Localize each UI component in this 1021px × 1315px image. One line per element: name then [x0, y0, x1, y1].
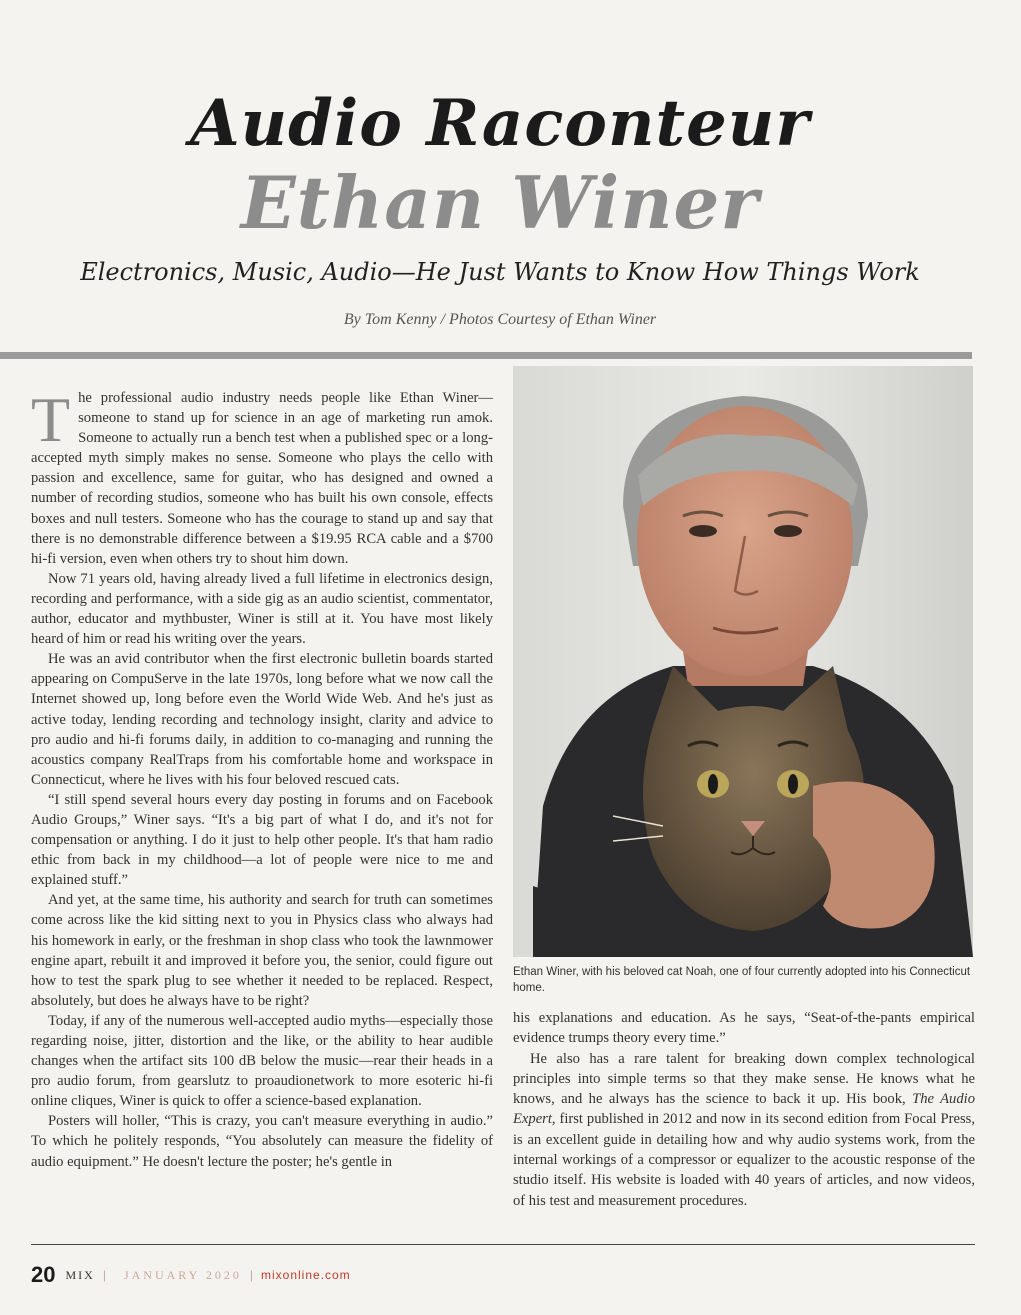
- photo-caption: Ethan Winer, with his beloved cat Noah, one of four currently adopted into his Connecticut home.: [513, 966, 971, 994]
- paragraph: [513, 1049, 975, 1211]
- header-rule: [0, 352, 972, 359]
- issue-date: JANUARY 2020: [123, 1267, 242, 1282]
- right-column: [513, 1008, 975, 1211]
- website-link[interactable]: mixonline.com: [260, 1268, 351, 1282]
- book-title: The Audio Expert,: [513, 1091, 975, 1128]
- paragraph-text: he professional audio industry needs people like Ethan Winer—someone to stand up for science in an age of marketing run amok. Someone to actually run a bench test when a published spec or a long-accepted myth simply makes no sense. Someone who plays the cello with passion and excellence, same for guitar, who has designed and owned a number of recording studios, someone who has built his own console, effects boxes and null testers. Someone who has the courage to stand up and say that there is no demonstrable difference between a $19.95 RCA cable and a $700 hi-fi version, even when others try to shout him down.: [31, 390, 493, 567]
- portrait-photo: [513, 366, 973, 957]
- paragraph: Posters will holler, “This is crazy, you can't measure everything in audio.” To which he politely responds, “You absolutely can measure the fidelity of audio equipment.” He doesn't lecture the poster; he's gentle in: [31, 1113, 493, 1170]
- left-column: [31, 384, 493, 1172]
- footer-separator: |: [102, 1268, 106, 1282]
- paragraph: [31, 384, 493, 569]
- paragraph: Today, if any of the numerous well-accepted audio myths—especially those regarding noise, jitter, distortion and the like, or the ability to hear audible changes when the artifact sits 100 dB below the music—rear their heads in a pro audio forum, from gearslutz to proaudionetwork to more esoteric hi-fi online cliques, Winer is quick to offer a science-based explanation.: [31, 1012, 493, 1110]
- footer-rule: [31, 1244, 975, 1245]
- paragraph: And yet, at the same time, his authority and search for truth can sometimes come across like the kid sitting next to you in Physics class who always had his homework in early, or the freshman in shop class who took the lawnmower engine apart, rebuilt it and improved it before you, the senior, could figure out how to test the spark plug to see whether it needed to be replaced. Respect, absolutely, but does he always have to be right?: [31, 892, 493, 1009]
- page-footer: [31, 1262, 351, 1288]
- paragraph: Now 71 years old, having already lived a full lifetime in electronics design, recording and performance, with a side gig as an audio scientist, commentator, author, educator and mythbuster, Winer is still at it. You have most likely heard of him or read his writing over the years.: [31, 570, 493, 648]
- article-subtitle: Electronics, Music, Audio—He Just Wants to Know How Things Work: [80, 258, 920, 286]
- paragraph-text: first published in 2012 and now in its second edition from Focal Press, is an excellent guide in detailing how and why audio systems work, from the internal workings of a compressor or equalizer to the acoustic response of the studio itself. His website is loaded with 40 years of articles, and now videos, of his test and measurement procedures.: [513, 1111, 975, 1209]
- paragraph: He was an avid contributor when the first electronic bulletin boards started appearing on CompuServe in the late 1970s, long before what we now call the Internet showed up, long before even the World Wide Web. And he's just as active today, lending recording and technology insight, clarity and advice to pro audio and hi-fi forums daily, in addition to co-managing and running the acoustics company RealTraps from his comfortable home and workspace in Connecticut, where he lives with his four beloved rescued cats.: [31, 651, 493, 788]
- paragraph: his explanations and education. As he says, “Seat-of-the-pants empirical evidence trumps theory every time.”: [513, 1010, 975, 1047]
- drop-cap: T: [31, 384, 71, 455]
- paragraph: “I still spend several hours every day posting in forums and on Facebook Audio Groups,” Winer says. “It's a big part of what I do, and it's not for compensation or anything. I do it just to help other people. It's that ham radio ethic from back in my childhood—a lot of people were nice to me and explained stuff.”: [31, 791, 493, 889]
- paragraph-text: He also has a rare talent for breaking down complex technological principles into simple terms so that they make sense. He knows what he knows, and he always has the science to back it up. His book,: [513, 1050, 975, 1108]
- page-number: 20: [31, 1262, 56, 1287]
- article-title-name: Ethan Winer: [240, 160, 760, 245]
- magazine-name: MIX: [65, 1267, 95, 1282]
- byline: By Tom Kenny / Photos Courtesy of Ethan Winer: [343, 311, 657, 328]
- article-title: Audio Raconteur: [189, 86, 811, 161]
- photo-illustration: [513, 366, 973, 957]
- footer-separator: |: [249, 1268, 253, 1282]
